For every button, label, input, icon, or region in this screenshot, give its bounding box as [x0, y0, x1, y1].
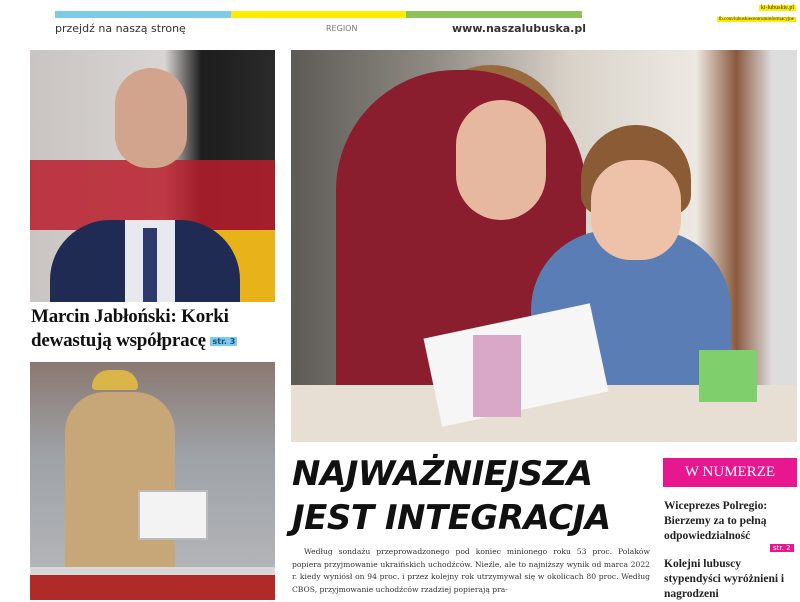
in-this-issue-heading: W NUMERZE [663, 458, 797, 487]
social-link-2[interactable]: fb.com/lubuskiecentruminformacyjne [718, 17, 794, 22]
boat-photo [30, 362, 275, 600]
sidebar-item[interactable]: Kolejni lubuscy stypendyści wyróżnieni i nagrodzeni [664, 558, 785, 600]
politician-photo [30, 50, 275, 302]
sidebar-item[interactable]: Wiceprezes Polregio: Bierzemy za to pełną odpowiedzialność [664, 500, 768, 542]
stripe-green [406, 11, 582, 18]
visit-site-link[interactable]: przejdź na naszą stronę [55, 22, 186, 35]
stripe-blue [55, 11, 231, 18]
social-link-1[interactable]: ki-lubuskie.pl [760, 5, 794, 11]
stripe-yellow [231, 11, 406, 18]
sidebar-page-ref: str. 2 [770, 544, 794, 552]
section-label: REGION [326, 24, 358, 33]
headline-line-2: JEST INTEGRACJA [292, 498, 611, 538]
main-headline[interactable] [292, 452, 652, 540]
main-story-body: Według sondażu przeprowadzonego pod koniec minionego roku 53 proc. Polaków popiera przyjmowanie ukraińskich uchodźców. Nieźle, ale to najniższy wynik od marca 2022 r. kiedy wyniósł on 94 proc. i przez kolejny rok utrzymywał się w okolicach 80 proc. Według CBOS, przyjmowanie uchodźców rzadziej popierają pra- [292, 547, 650, 594]
page-ref: str. 3 [212, 336, 236, 346]
website-link[interactable]: www.naszalubuska.pl [452, 22, 587, 35]
headline-line-1: NAJWAŻNIEJSZA [292, 454, 593, 494]
left-story-headline[interactable] [31, 305, 276, 354]
left-headline-text: Marcin Jabłoński: Korki dewastują współpracę [31, 306, 229, 351]
main-story-photo [291, 50, 797, 442]
